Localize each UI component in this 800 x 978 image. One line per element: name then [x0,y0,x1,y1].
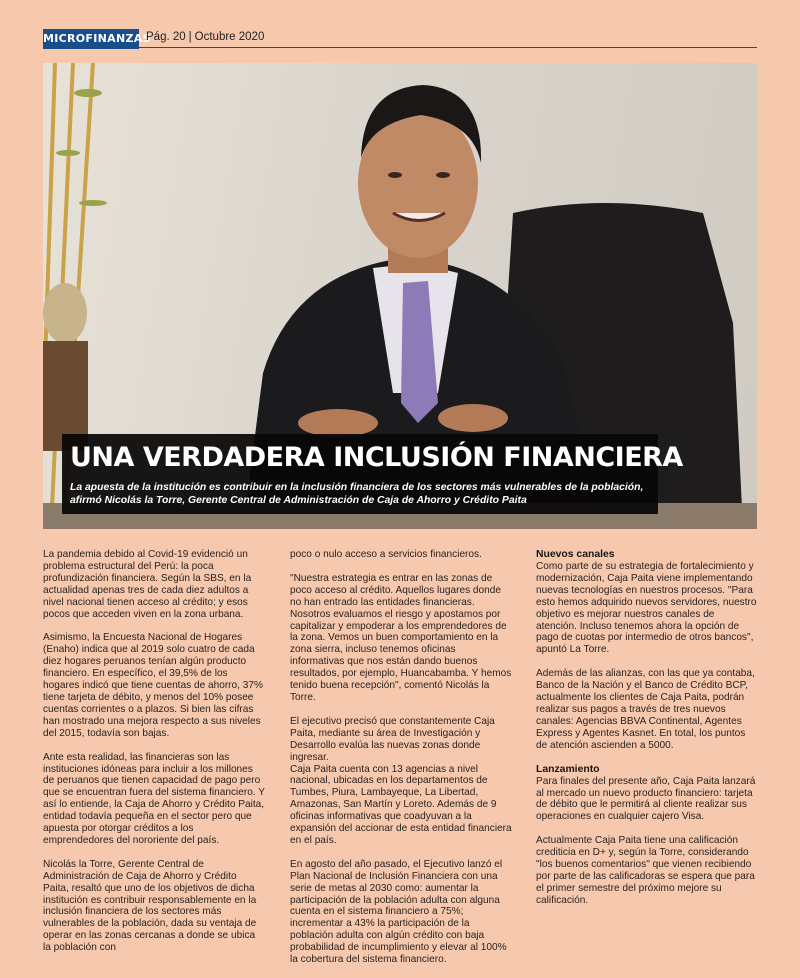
paragraph: En agosto del año pasado, el Ejecutivo lanzó el Plan Nacional de Inclusión Financiera con una serie de metas al 2030 como: aumentar la participación de la población adulta con alguna cuenta en el sistema financiero a 75%; incrementar a 43% la participación de la población adulta con algún crédito con baja probabilidad de incumplimiento y elevar al 100% la cobertura del sistema financiero. [290,858,507,966]
paragraph: Para finales del presente año, Caja Paita lanzará al mercado un nuevo producto financiero: tarjeta de débito que le permitirá al cliente realizar sus operaciones en cualquier cajero Visa. [536,775,756,823]
page-header [43,29,757,49]
column-3 [536,549,757,919]
headline-box [62,434,683,514]
page-number: Pág. 20 [146,31,186,43]
magazine-section-logo: MICROFINANZAS [43,29,139,49]
paragraph: Además de las alianzas, con las que ya contaba, Banco de la Nación y el Banco de Crédito BCP, actualmente los clientes de Caja Paita, podrán realizar sus pagos a través de tres nuevos canales: Agencias BBVA Continental, Agentes Express y Agentes Kasnet. En total, los puntos de atención ascienden a 5000. [536,668,755,751]
column-1 [43,549,265,966]
section-heading-nuevos-canales: Nuevos canales [536,549,615,560]
paragraph: El ejecutivo precisó que constantemente Caja Paita, mediante su área de Investigación y Desarrollo evalúa las nuevas zonas donde ingresar. [290,715,495,763]
paragraph: Nicolás la Torre, Gerente Central de Administración de Caja de Ahorro y Crédito Paita, resaltó que uno de los objetivos de dicha institución es contribuir responsablemente en la inclusión financiera de los sectores más vulnerables de la población, dada su ventaja de operar en las zonas cercanas a donde se ubica la población con [43,858,257,954]
page-info: Pág. 20 | Octubre 2020 [146,31,265,43]
paragraph: Actualmente Caja Paita tiene una calificación crediticia en D+ y, según la Torre, considerando "los buenos comentarios" que vienen recibiendo por parte de las calificadoras se espera que para el primer semestre del próximo mejore su calificación. [536,835,755,906]
paragraph: Ante esta realidad, las financieras son las instituciones idóneas para incluir a los millones de peruanos que tienen capacidad de pago pero que se encuentran fuera del sistema financiero. Y así lo entiende, la Caja de Ahorro y Crédito Paita, entidad todavía pequeña en el sector pero que apuesta por otorgar créditos a los emprendedores del nororiente del país. [43,751,265,846]
paragraph: Caja Paita cuenta con 13 agencias a nivel nacional, ubicadas en los departamentos de Tumbes, Piura, Lambayeque, La Libertad, Amazonas, San Martín y Loreto. Además de 9 oficinas informativas que coadyuvan a la expansión del accionar de esta entidad financiera en el país. [290,763,512,846]
issue-date: Octubre 2020 [194,31,265,43]
paragraph: Asimismo, la Encuesta Nacional de Hogares (Enaho) indica que al 2019 solo cuatro de cada diez hogares peruanos tenían algún producto financiero. En específico, el 39,5% de los hogares indicó que tiene cuentas de ahorro, 37% tiene tarjeta de débito, y menos del 10% posee cuentas corrientes o a plazos. Si bien las cifras han mostrado una mejora respecto a sus niveles del 2015, todavía son bajas. [43,632,263,739]
paragraph: Como parte de su estrategia de fortalecimiento y modernización, Caja Paita viene implementando nuevas tecnologías en nuestros procesos. "Para esto hemos adquirido nuevos servidores, nuestro objetivo es mejorar nuestros canales de atención. Incluso tenemos ahora la opción de pago de cuotas por intermedio de otros bancos", apuntó La Torre. [536,561,757,656]
paragraph: La pandemia debido al Covid-19 evidenció un problema estructural del Perú: la poca profundización financiera. Según la SBS, en la actualidad apenas tres de cada diez adultos a nivel nacional tienen acceso al crédito; y esos pocos que acceden viven en la zona urbana. [43,549,252,620]
article-title: UNA VERDADERA INCLUSIÓN FINANCIERA [70,442,683,473]
paragraph: poco o nulo acceso a servicios financieros. [290,549,482,560]
section-heading-lanzamiento: Lanzamiento [536,763,600,775]
header-rule [43,47,757,48]
column-2 [290,549,512,978]
paragraph: "Nuestra estrategia es entrar en las zonas de poco acceso al crédito. Aquellos lugares donde no han entrado las entidades financieras. Nosotros evaluamos el riesgo y apostamos por capitalizar y empoderar a los emprendedores de la zona. Vemos un buen comportamiento en la zona sierra, incluso tenemos oficinas informativas que nos están dando buenos resultados, por ejemplo, Huancabamba. Y hemos tenido buena recepción", comentó Nicolás la Torre. [290,572,512,703]
article-subtitle: La apuesta de la institución es contribuir en la inclusión financiera de los sectores más vulnerables de la población, afirmó Nicolás la Torre, Gerente Central de Administración de Caja de Ahorro y Crédito Paita [70,482,644,506]
